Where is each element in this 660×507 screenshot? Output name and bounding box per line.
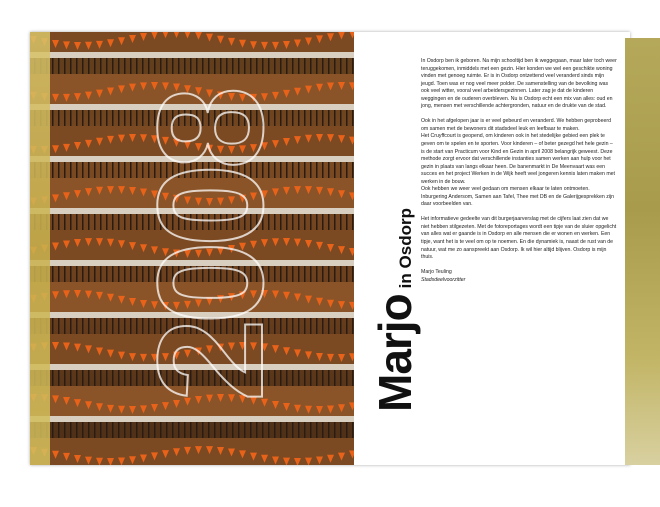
railing-bar	[112, 318, 114, 334]
railing-bar	[70, 266, 72, 282]
railing-bar	[82, 266, 84, 282]
paragraph: Ook in het afgelopen jaar is er veel gebeurd en veranderd. We hebben geprobeerd om samen met de bewoners dit stadsdeel leuk en leefbaar te maken.	[421, 118, 611, 132]
railing-bar	[118, 162, 120, 178]
railing-bar	[106, 58, 108, 74]
railing-bar	[100, 58, 102, 74]
railing-bar	[76, 422, 78, 438]
railing-bar	[328, 370, 330, 386]
railing-bar	[100, 110, 102, 126]
railing-bar	[70, 370, 72, 386]
railing-bar	[58, 318, 60, 334]
railing-bar	[106, 370, 108, 386]
railing-bar	[322, 422, 324, 438]
railing-bar	[64, 162, 66, 178]
railing-bar	[100, 422, 102, 438]
railing-bar	[304, 110, 306, 126]
railing-bar	[118, 214, 120, 230]
paragraph: Ook hebben we weer veel gedaan om mensen elkaar te laten ontmoeten. Inburgering Andersom, Samen aan Tafel, Thee met DB en de Galerijgesprekken zijn daar voorbeelden van.	[421, 186, 615, 208]
railing-bar	[334, 422, 336, 438]
railing-bar	[82, 162, 84, 178]
railing-bar	[94, 318, 96, 334]
railing-bar	[58, 422, 60, 438]
railing-bar	[70, 162, 72, 178]
railing-bar	[352, 162, 354, 178]
railing-bar	[70, 214, 72, 230]
railing-bar	[106, 266, 108, 282]
railing-bar	[112, 110, 114, 126]
railing-bar	[340, 318, 342, 334]
railing-bar	[112, 58, 114, 74]
railing-bar	[328, 266, 330, 282]
page-edge-strip	[625, 38, 660, 465]
railing-bar	[322, 110, 324, 126]
railing-bar	[64, 422, 66, 438]
railing-bar	[58, 214, 60, 230]
railing-bar	[100, 370, 102, 386]
railing-bar	[340, 214, 342, 230]
railing-bar	[88, 370, 90, 386]
railing-bar	[298, 214, 300, 230]
railing-bar	[328, 214, 330, 230]
railing-bar	[298, 422, 300, 438]
railing-bar	[346, 58, 348, 74]
railing-bar	[304, 370, 306, 386]
railing-bar	[352, 370, 354, 386]
page-title	[368, 132, 421, 412]
railing-bar	[64, 370, 66, 386]
railing-bar	[334, 318, 336, 334]
railing-bar	[76, 162, 78, 178]
railing-bar	[352, 266, 354, 282]
railing-bar	[106, 214, 108, 230]
railing-bar	[82, 214, 84, 230]
railing-bar	[82, 58, 84, 74]
railing-bar	[334, 58, 336, 74]
railing-bar	[334, 162, 336, 178]
title-subtitle: in Osdorp	[396, 208, 415, 289]
railing-bar	[82, 110, 84, 126]
railing-bar	[340, 110, 342, 126]
railing-bar	[310, 370, 312, 386]
railing-bar	[94, 266, 96, 282]
title-name: Marjo	[369, 294, 421, 412]
railing-bar	[82, 370, 84, 386]
railing-bar	[298, 110, 300, 126]
railing-bar	[100, 266, 102, 282]
railing-bar	[352, 58, 354, 74]
railing-bar	[118, 110, 120, 126]
article-body	[421, 58, 617, 284]
railing-bar	[76, 318, 78, 334]
railing-bar	[88, 110, 90, 126]
railing-bar	[58, 266, 60, 282]
railing-bar	[316, 422, 318, 438]
railing-bar	[106, 318, 108, 334]
railing-bar	[76, 370, 78, 386]
railing-bar	[346, 214, 348, 230]
railing-bar	[316, 214, 318, 230]
railing-bar	[94, 214, 96, 230]
railing-bar	[100, 318, 102, 334]
railing-bar	[70, 422, 72, 438]
railing-bar	[58, 58, 60, 74]
magazine-spread	[30, 32, 630, 465]
railing-bar	[52, 110, 54, 126]
railing-bar	[94, 422, 96, 438]
railing-bar	[334, 370, 336, 386]
railing-bar	[304, 422, 306, 438]
railing-bar	[316, 370, 318, 386]
railing-bar	[112, 214, 114, 230]
railing-bar	[88, 58, 90, 74]
year-overlay: 2008	[126, 92, 294, 402]
railing-bar	[352, 318, 354, 334]
railing-bar	[352, 110, 354, 126]
railing-bar	[112, 370, 114, 386]
railing-bar	[304, 58, 306, 74]
railing-bar	[322, 162, 324, 178]
paragraph: Het informatieve gedeelte van dit burgerjaarverslag met de cijfers laat zien dat we niet hebben stilgezeten. Met de fotoreportages wordt een tipje van de sluier opgelicht van alles wat er gaande is in Osdorp en alle mensen die er wonen en werken. Een tipje, want het is te veel om op te noemen. En die dynamiek is, naast de rust van de natuur, wat me zo aanspreekt aan Osdorp. Ik wil hier altijd blijven. Osdorp is mijn thuis.	[421, 216, 617, 261]
railing-bar	[64, 58, 66, 74]
railing-bar	[322, 370, 324, 386]
railing-bar	[94, 110, 96, 126]
signature-name: Marjo Teuling	[421, 269, 452, 276]
railing-bar	[298, 318, 300, 334]
railing-bar	[310, 214, 312, 230]
railing-bar	[298, 58, 300, 74]
title-block	[363, 122, 423, 422]
railing-bar	[346, 162, 348, 178]
railing-bar	[352, 214, 354, 230]
railing-bar	[346, 318, 348, 334]
railing-bar	[52, 162, 54, 178]
paragraph: Het Cruyffcourt is geopend, om kinderen ook in het stedelijke gebied een plek te geven om te spelen en te sporten. Voor kinderen – of beter gezegd het hele gezin – is de start van Practicum voor Kind en Gezin in april 2008 belangrijk geweest. Deze methode zorgt ervoor dat verschillende instanties samen werken aan hulp voor het gezin in plaats van langs elkaar heen. De banenmarkt in De Meenvaart was een succes en het project Werken in de Wijk heeft veel jongeren kennis laten maken met werken in de bouw.	[421, 133, 615, 185]
railing-bar	[334, 110, 336, 126]
railing-bar	[316, 318, 318, 334]
railing-bar	[118, 422, 120, 438]
railing-bar	[76, 110, 78, 126]
railing-bar	[70, 318, 72, 334]
railing-bar	[112, 422, 114, 438]
railing-bar	[340, 58, 342, 74]
railing-bar	[52, 266, 54, 282]
railing-bar	[88, 162, 90, 178]
railing-bar	[118, 266, 120, 282]
railing-bar	[298, 266, 300, 282]
railing-bar	[316, 58, 318, 74]
railing-bar	[106, 110, 108, 126]
railing-bar	[52, 214, 54, 230]
railing-bar	[118, 58, 120, 74]
railing-bar	[346, 110, 348, 126]
railing-bar	[52, 370, 54, 386]
railing-bar	[88, 214, 90, 230]
railing-bar	[52, 318, 54, 334]
railing-bar	[82, 318, 84, 334]
railing-bar	[100, 214, 102, 230]
railing-bar	[58, 110, 60, 126]
railing-bar	[52, 58, 54, 74]
signature-role: Stadsdeelvoorzitter	[421, 276, 466, 283]
railing-bar	[100, 162, 102, 178]
railing-bar	[304, 266, 306, 282]
railing-bar	[346, 370, 348, 386]
railing-bar	[70, 110, 72, 126]
railing-bar	[340, 266, 342, 282]
railing-bar	[88, 266, 90, 282]
railing-bar	[316, 110, 318, 126]
building-photo	[30, 32, 354, 465]
railing-bar	[316, 162, 318, 178]
railing-bar	[70, 58, 72, 74]
railing-bar	[82, 422, 84, 438]
railing-bar	[88, 318, 90, 334]
railing-bar	[322, 58, 324, 74]
building-wall	[30, 438, 354, 465]
railing-bar	[340, 422, 342, 438]
railing-bar	[112, 162, 114, 178]
railing-bar	[334, 214, 336, 230]
railing-bar	[76, 266, 78, 282]
railing-bar	[304, 162, 306, 178]
railing-bar	[52, 422, 54, 438]
balcony-slab	[30, 52, 354, 58]
railing-bar	[346, 266, 348, 282]
railing-bar	[304, 214, 306, 230]
railing-bar	[310, 318, 312, 334]
railing-bar	[112, 266, 114, 282]
railing-bar	[76, 214, 78, 230]
railing-bar	[298, 162, 300, 178]
railing-bar	[58, 370, 60, 386]
railing-bar	[328, 422, 330, 438]
yellow-overlay-strip	[30, 32, 50, 465]
railing-bar	[88, 422, 90, 438]
railing-bar	[94, 58, 96, 74]
railing-bar	[334, 266, 336, 282]
railing-bar	[352, 422, 354, 438]
railing-bar	[316, 266, 318, 282]
railing-bar	[64, 266, 66, 282]
railing-bar	[118, 318, 120, 334]
railing-bar	[298, 370, 300, 386]
railing-bar	[304, 318, 306, 334]
railing-bar	[310, 162, 312, 178]
railing-bar	[58, 162, 60, 178]
railing-bar	[310, 110, 312, 126]
railing-bar	[94, 370, 96, 386]
railing-bar	[64, 110, 66, 126]
railing-bar	[328, 58, 330, 74]
railing-bar	[322, 266, 324, 282]
railing-bar	[328, 110, 330, 126]
railing-bar	[106, 162, 108, 178]
railing-bar	[328, 162, 330, 178]
railing-bar	[322, 318, 324, 334]
railing-bar	[106, 422, 108, 438]
railing-bar	[310, 266, 312, 282]
railing-bar	[346, 422, 348, 438]
railing-bar	[310, 58, 312, 74]
railing-bar	[340, 162, 342, 178]
railing-bar	[118, 370, 120, 386]
paragraph: In Osdorp ben ik geboren. Na mijn schooltijd ben ik weggegaan, maar later toch weer teruggekomen, inmiddels met een gezin. Hier konden we wel een geschikte woning vinden met genoeg ruimte. Er is in Osdorp ontzettend veel veranderd sinds mijn jeugd. Toen was er nog veel meer polder. De samenstelling van de bevolking was ook veel witter, vooral veel arbeidersgezinnen. Later zag je dat de kinderen weggingen en de ouderen overbleven. Nu is Osdorp echt een mix van alles: oud en jong, mensen met verschillende achtergronden, natuur en de drukte van de stad.	[421, 58, 617, 110]
railing-bar	[328, 318, 330, 334]
railing-bar	[64, 318, 66, 334]
railing-bar	[340, 370, 342, 386]
railing-bar	[76, 58, 78, 74]
railing-bar	[94, 162, 96, 178]
railing-bar	[64, 214, 66, 230]
railing-bar	[322, 214, 324, 230]
railing-bar	[310, 422, 312, 438]
